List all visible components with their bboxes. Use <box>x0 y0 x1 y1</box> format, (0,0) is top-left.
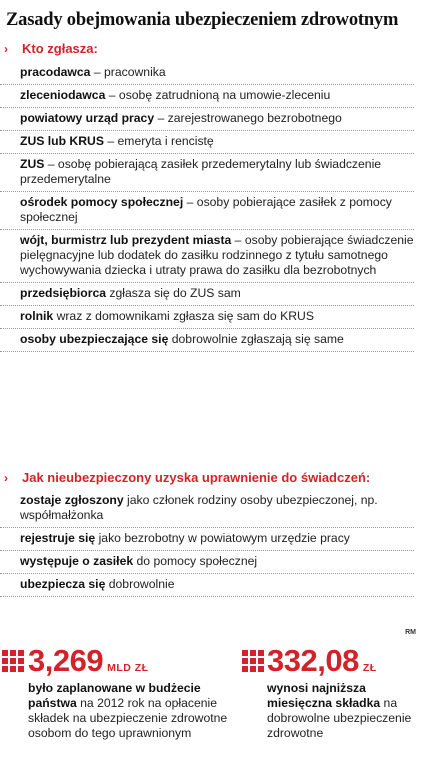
stat-description-rest: na dobrowolne ubezpieczenie zdrowotne <box>267 696 412 740</box>
list-item-keyword: rolnik <box>20 309 54 323</box>
list-item-keyword: ubezpiecza się <box>20 577 106 591</box>
list-item-keyword: zostaje zgłoszony <box>20 493 124 507</box>
list-item <box>0 574 414 597</box>
list-item-text: – emeryta i rencistę <box>103 134 214 148</box>
page-title: Zasady obejmowania ubezpieczeniem zdrowotnym <box>6 10 399 30</box>
list-item <box>0 551 414 574</box>
grid-blocks-icon <box>2 650 24 672</box>
stat-value: 3,269 <box>28 643 104 678</box>
list-item-keyword: zleceniodawca <box>20 88 106 102</box>
list-item-keyword: osoby ubezpieczające się <box>20 332 169 346</box>
list-item-keyword: ośrodek pomocy społecznej <box>20 195 184 209</box>
section-heading-text: Jak nieubezpieczony uzyska uprawnienie do świadczeń: <box>22 470 371 485</box>
list-item <box>0 490 414 528</box>
list-item-text: – zarejestrowanego bezrobotnego <box>154 111 342 125</box>
stat-value: 332,08 <box>267 643 359 678</box>
list-item <box>0 192 414 230</box>
list-item-keyword: występuje o zasiłek <box>20 554 134 568</box>
list-item <box>0 283 414 306</box>
arrow-right-icon: › <box>4 471 8 485</box>
list-item-keyword: przedsiębiorca <box>20 286 107 300</box>
list-item-keyword: rejestruje się <box>20 531 96 545</box>
list-item <box>0 329 414 352</box>
list-item-keyword: powiatowy urząd pracy <box>20 111 155 125</box>
stat-description-bold: wynosi najniższa miesięczna składka <box>267 681 381 710</box>
list-item <box>0 528 414 551</box>
how-uninsured-list <box>0 490 414 597</box>
list-item-text: – osoby pobierające zasiłek z pomocy społecznej <box>20 195 392 224</box>
credit-label: RM <box>405 629 416 636</box>
list-item-text: do pomocy społecznej <box>133 554 258 568</box>
arrow-right-icon: › <box>4 42 8 56</box>
list-item-keyword: pracodawca <box>20 65 91 79</box>
list-item-text: zgłasza się do ZUS sam <box>106 286 241 300</box>
list-item <box>0 108 414 131</box>
list-item <box>0 230 414 283</box>
list-item <box>0 154 414 192</box>
stat-description <box>267 681 426 741</box>
list-item-keyword: wójt, burmistrz lub prezydent miasta <box>20 233 232 247</box>
list-item-text: jako członek rodziny osoby ubezpieczonej, np. współmałżonka <box>20 493 378 522</box>
list-item <box>0 306 414 329</box>
list-item-text: dobrowolnie <box>105 577 175 591</box>
stat-unit: ZŁ <box>362 662 377 674</box>
list-item-text: dobrowolnie zgłaszają się same <box>168 332 344 346</box>
list-item-text: – osobę zatrudnioną na umowie-zleceniu <box>105 88 331 102</box>
grid-blocks-icon <box>242 650 264 672</box>
who-reports-list <box>0 62 414 352</box>
section-heading-text: Kto zgłasza: <box>22 41 98 56</box>
list-item-text: – pracownika <box>90 65 166 79</box>
list-item <box>0 62 414 85</box>
stat-description <box>28 681 238 741</box>
stat-description-rest: na 2012 rok na opłacenie składek na ubezpieczenie zdrowotne osobom do tego uprawnionym <box>28 696 228 740</box>
section-heading-who-reports <box>4 40 98 58</box>
list-item-text: wraz z domownikami zgłasza się sam do KRUS <box>53 309 314 323</box>
list-item-text: – osobę pobierającą zasiłek przedemerytalny lub świadczenie przedemerytalne <box>20 157 382 186</box>
list-item <box>0 85 414 108</box>
section-heading-how-uninsured <box>4 469 370 487</box>
list-item-text: – osoby pobierające świadczenie pielęgnacyjne lub dodatek do zasiłku rodzinnego z tytułu samotnego wychowywania dziecka i utraty prawa do zasiłku dla bezrobotnych <box>20 233 414 277</box>
list-item <box>0 131 414 154</box>
stat-description-bold: było zaplanowane w budżecie państwa <box>28 681 201 710</box>
stat-unit: MLD ZŁ <box>107 662 149 674</box>
list-item-keyword: ZUS <box>20 157 45 171</box>
list-item-text: jako bezrobotny w powiatowym urzędzie pracy <box>95 531 350 545</box>
list-item-keyword: ZUS lub KRUS <box>20 134 104 148</box>
